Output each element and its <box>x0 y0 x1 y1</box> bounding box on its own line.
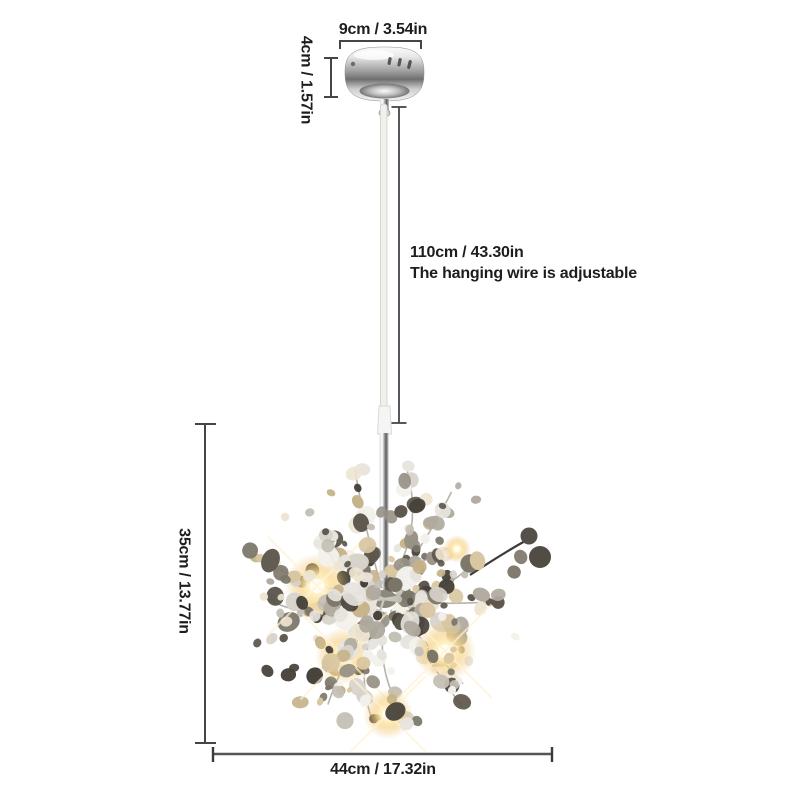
canopy-width-label: 9cm / 3.54in <box>338 21 428 38</box>
fixture-height-label: 35cm / 13.77in <box>175 528 193 634</box>
hanging-wire <box>381 104 388 408</box>
wire-note-label: The hanging wire is adjustable <box>410 265 637 282</box>
fixture-width-label: 44cm / 17.32in <box>330 761 436 778</box>
fixture-height-dimension-line <box>195 424 216 743</box>
wire-connector <box>378 406 392 434</box>
chandelier-cluster <box>241 459 551 751</box>
canopy-height-label: 4cm / 1.57in <box>297 35 315 125</box>
canopy-height-dimension-line <box>324 58 338 97</box>
wire-length-label: 110cm / 43.30in <box>410 244 524 261</box>
wire-annotation <box>410 242 637 284</box>
wire-length-dimension-line <box>392 107 407 423</box>
